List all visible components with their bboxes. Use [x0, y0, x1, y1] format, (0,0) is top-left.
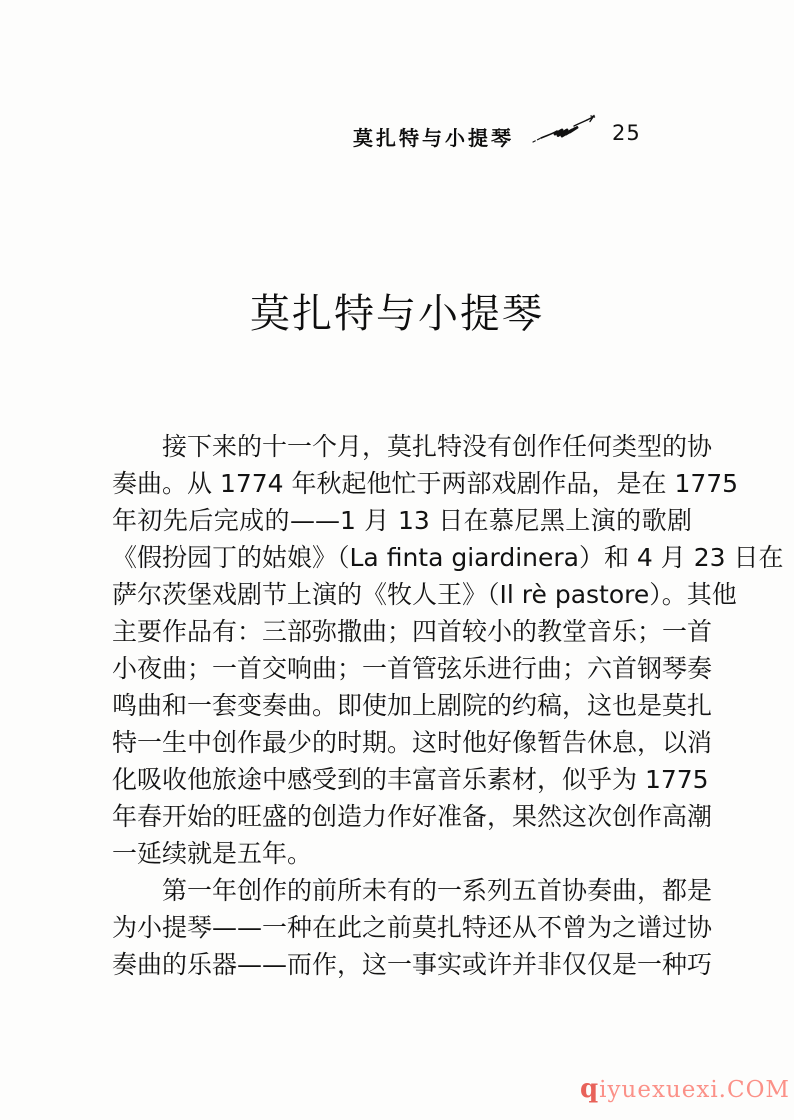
text-line: 特一生中创作最少的时期。这时他好像暂告休息，以消 [112, 728, 713, 757]
watermark-name: iyuexuexi [599, 1077, 719, 1103]
watermark-q: q [579, 1074, 600, 1104]
text-line: 年春开始的旺盛的创造力作好准备，果然这次创作高潮 [112, 802, 713, 831]
running-header [0, 118, 794, 158]
text-line: 主要作品有：三部弥撒曲；四首较小的教堂音乐；一首 [112, 617, 713, 646]
text-line: 《假扮园丁的姑娘》（La finta giardinera）和 4 月 23 日在 [112, 543, 784, 572]
pen-flourish-icon [528, 112, 600, 152]
text-line: 接下来的十一个月，莫扎特没有创作任何类型的协 [162, 432, 713, 461]
body-text [112, 428, 784, 983]
watermark [580, 1074, 790, 1104]
chapter-title: 莫扎特与小提琴 [250, 291, 544, 337]
text-line: 为小提琴——一种在此之前莫扎特还从不曾为之谱过协 [112, 913, 713, 942]
running-header-title: 莫扎特与小提琴 [353, 126, 514, 150]
text-line: 萨尔茨堡戏剧节上演的《牧人王》（Il rè pastore）。其他 [112, 580, 737, 609]
text-line: 鸣曲和一套变奏曲。即使加上剧院的约稿，这也是莫扎 [112, 691, 713, 720]
text-line: 小夜曲；一首交响曲；一首管弦乐进行曲；六首钢琴奏 [112, 654, 713, 683]
watermark-tld: .COM [718, 1077, 790, 1103]
page-number: 25 [612, 121, 641, 145]
text-line: 奏曲的乐器——而作，这一事实或许并非仅仅是一种巧 [112, 950, 713, 979]
text-line: 化吸收他旅途中感受到的丰富音乐素材，似乎为 1775 [112, 765, 709, 794]
text-line: 第一年创作的前所未有的一系列五首协奏曲，都是 [162, 876, 713, 905]
text-line: 一延续就是五年。 [112, 839, 313, 868]
text-line: 奏曲。从 1774 年秋起他忙于两部戏剧作品，是在 1775 [112, 469, 739, 498]
text-line: 年初先后完成的——1 月 13 日在慕尼黑上演的歌剧 [112, 506, 692, 535]
